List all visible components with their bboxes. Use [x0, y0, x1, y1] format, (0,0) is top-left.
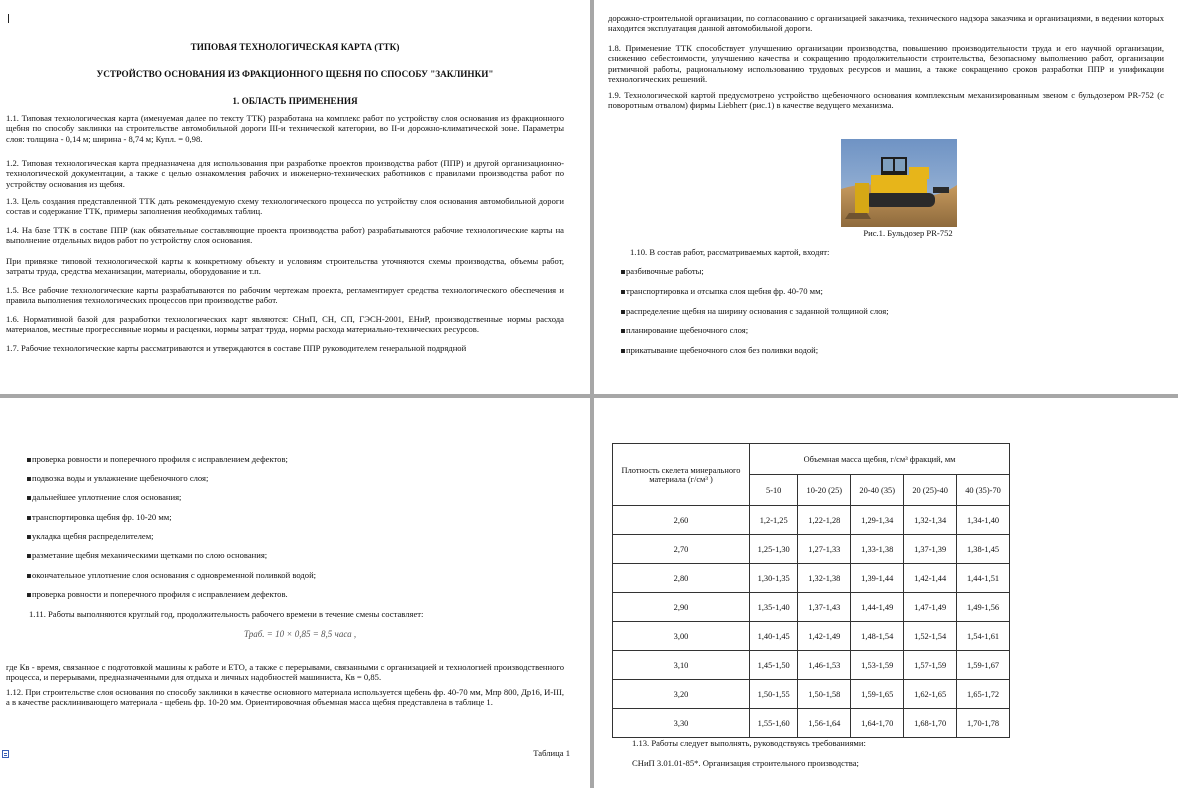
paragraph-1-13: 1.13. Работы следует выполнять, руководствуясь требованиями: — [632, 738, 866, 748]
list-item: подвозка воды и увлажнение щебеночного слоя; — [27, 473, 208, 483]
bullet-square-icon — [27, 477, 31, 481]
list-item: проверка ровности и поперечного профиля с исправлением дефектов; — [27, 454, 288, 464]
paragraph-1-2: 1.2. Типовая технологическая карта предназначена для использования при разработке проектов производства работ (ППР) и другой организационно-технологической документации, а также с целью ознакомления рабочих и инженерно-технических работников с правилами производства работ по устройству основания из щебня. — [6, 158, 564, 189]
list-item: разбивочные работы; — [621, 266, 704, 276]
list-item: дальнейшее уплотнение слоя основания; — [27, 492, 181, 502]
figure-caption: Рис.1. Бульдозер PR-752 — [863, 228, 953, 238]
list-item: планирование щебеночного слоя; — [621, 325, 748, 335]
paragraph-1-9: 1.9. Технологической картой предусмотрено устройство щебеночного основания комплексным механизированным звеном с бульдозером PR-752 (с поворотным отвалом) фирмы Liebherr (рис.1) в качестве ведущего механизма. — [608, 90, 1164, 111]
list-item: прикатывание щебеночного слоя без поливки водой; — [621, 345, 818, 355]
table-header-fraction: 10-20 (25) — [798, 475, 851, 506]
paragraph-1-1: 1.1. Типовая технологическая карта (именуемая далее по тексту ТТК) разработана на комплекс работ по устройству слоя основания из фракционного щебня по способу заклинки на строительстве автомобильной дороги III-и технической категории, во II-и дорожно-климатической зоне. Параметры слоя: толщина - 0,14 м; ширина - 8,74 м; Купл. = 0,98. — [6, 113, 564, 144]
paragraph-1-10: 1.10. В состав работ, рассматриваемых картой, входят: — [630, 247, 830, 257]
list-item: укладка щебня распределителем; — [27, 531, 154, 541]
paragraph-1-4b: При привязке типовой технологической карты к конкретному объекту и условиям строительства уточняются схемы производства, объемы работ, затраты труда, средства механизации, материалы, оборудование и т.п. — [6, 256, 564, 277]
document-page-4 — [594, 398, 1178, 788]
table-header-fraction: 20 (25)-40 — [904, 475, 957, 506]
section-heading: 1. ОБЛАСТЬ ПРИМЕНЕНИЯ — [232, 96, 358, 106]
bullet-square-icon — [621, 270, 625, 274]
paragraph-1-8: 1.8. Применение ТТК способствует улучшению организации производства, повышению производительности труда и его научной организации, снижению себестоимости, улучшению качества и сокращению продолжительности строительства, безопасному выполнению работ, организации ритмичной работы, рациональному использованию трудовых ресурсов и машин, а также сокращению сроков разработки ППР и унификации технологических решений. — [608, 43, 1164, 85]
list-item: распределение щебня на ширину основания с заданной толщиной слоя; — [621, 306, 889, 316]
table-row: 3,30 1,55-1,60 1,56-1,64 1,64-1,70 1,68-1,70 1,70-1,78 — [613, 709, 1010, 738]
list-item: транспортировка и отсыпка слоя щебня фр. 40-70 мм; — [621, 286, 823, 296]
bullet-square-icon — [27, 458, 31, 462]
bullet-square-icon — [27, 574, 31, 578]
bullet-square-icon — [621, 310, 625, 314]
bullet-square-icon — [27, 535, 31, 539]
paragraph-snip: СНиП 3.01.01-85*. Организация строительного производства; — [632, 758, 859, 768]
list-item: проверка ровности и поперечного профиля с исправлением дефектов. — [27, 589, 288, 599]
bullet-square-icon — [621, 290, 625, 294]
table-header-density: Плотность скелета минерального материала (г/см³ ) — [613, 444, 750, 506]
document-page-2 — [594, 0, 1178, 394]
bulldozer-photo — [841, 139, 957, 227]
paragraph-1-11: 1.11. Работы выполняются круглый год, продолжительность рабочего времени в течение смены составляет: — [29, 609, 424, 619]
table-row: 2,90 1,35-1,40 1,37-1,43 1,44-1,49 1,47-1,49 1,49-1,56 — [613, 593, 1010, 622]
list-item: разметание щебня механическими щетками по слою основания; — [27, 550, 267, 560]
document-page-1 — [0, 0, 590, 394]
paragraph-1-7: 1.7. Рабочие технологические карты рассматриваются и утверждаются в составе ППР руководителем генеральной подрядной — [6, 343, 467, 353]
document-title: ТИПОВАЯ ТЕХНОЛОГИЧЕСКАЯ КАРТА (ТТК) — [190, 42, 400, 52]
paragraph-1-3: 1.3. Цель создания представленной ТТК дать рекомендуемую схему технологического процесса по устройству слоя основания автомобильной дороги состав и содержание ТТК, примеры заполнения необходимых таблиц. — [6, 196, 564, 217]
text-cursor — [8, 14, 9, 23]
paragraph-1-6: 1.6. Нормативной базой для разработки технологических карт являются: СНиП, СН, СП, ГЭСН-2001, ЕНиР, производственные нормы расхода материалов, местные прогрессивные нормы и расценки, нормы затрат труда, нормы расхода материально-технических ресурсов. — [6, 314, 564, 335]
bullet-square-icon — [621, 349, 625, 353]
bulldozer-icon — [841, 139, 957, 227]
table-header-fraction: 5-10 — [750, 475, 798, 506]
document-subtitle: УСТРОЙСТВО ОСНОВАНИЯ ИЗ ФРАКЦИОННОГО ЩЕБНЯ ПО СПОСОБУ "ЗАКЛИНКИ" — [96, 69, 494, 79]
bullet-square-icon — [621, 329, 625, 333]
table-row: 3,20 1,50-1,55 1,50-1,58 1,59-1,65 1,62-1,65 1,65-1,72 — [613, 680, 1010, 709]
table-header-fraction: 40 (35)-70 — [957, 475, 1010, 506]
bullet-square-icon — [27, 496, 31, 500]
bullet-square-icon — [27, 516, 31, 520]
document-anchor-icon[interactable] — [2, 750, 9, 758]
bullet-square-icon — [27, 554, 31, 558]
bullet-square-icon — [27, 593, 31, 597]
paragraph-1-4: 1.4. На базе ТТК в составе ППР (как обязательные составляющие проекта производства работ) разрабатываются рабочие технологические карты на выполнение отдельных видов работ по устройству слоя основания. — [6, 225, 564, 246]
table-row: 2,70 1,25-1,30 1,27-1,33 1,33-1,38 1,37-1,39 1,38-1,45 — [613, 535, 1010, 564]
table-header-fraction: 20-40 (35) — [851, 475, 904, 506]
table-header-group: Объемная масса щебня, г/см³ фракций, мм — [750, 444, 1010, 475]
table-label: Таблица 1 — [533, 748, 570, 758]
density-table — [612, 443, 1010, 738]
list-item: окончательное уплотнение слоя основания с одновременной поливкой водой; — [27, 570, 316, 580]
paragraph-1-12: 1.12. При строительстве слоя основания по способу заклинки в качестве основного материала используется щебень фр. 40-70 мм, Мпр 800, Др16, И-III, а в качестве расклинивающего материала - щебень фр. 10-20 мм. Ориентировочная объемная масса щебня представлена в таблице 1. — [6, 687, 564, 708]
table-row: 3,00 1,40-1,45 1,42-1,49 1,48-1,54 1,52-1,54 1,54-1,61 — [613, 622, 1010, 651]
table-row: 3,10 1,45-1,50 1,46-1,53 1,53-1,59 1,57-1,59 1,59-1,67 — [613, 651, 1010, 680]
paragraph-1-7-continued: дорожно-строительной организации, по согласованию с организацией заказчика, технического надзора заказчика и организациями, в ведении которых находится эксплуатация данной автомобильной дороги. — [608, 13, 1164, 34]
table-row: 2,60 1,2-1,25 1,22-1,28 1,29-1,34 1,32-1,34 1,34-1,40 — [613, 506, 1010, 535]
paragraph-1-5: 1.5. Все рабочие технологические карты разрабатываются по рабочим чертежам проекта, регламентирует средства технологического обеспечения и правила выполнения технологических процессов при производстве работ. — [6, 285, 564, 306]
work-time-formula: Траб. = 10 × 0,85 = 8,5 часа , — [244, 629, 357, 639]
table-row: 2,80 1,30-1,35 1,32-1,38 1,39-1,44 1,42-1,44 1,44-1,51 — [613, 564, 1010, 593]
paragraph-where: где Кв - время, связанное с подготовкой машины к работе и ЕТО, а также с перерывами, связанными с организацией и технологией производственного процесса, и перерывами, предназначенными для отдыха и личных надобностей машиниста, Кв = 0,85. — [6, 662, 564, 683]
list-item: транспортировка щебня фр. 10-20 мм; — [27, 512, 172, 522]
document-page-3 — [0, 398, 590, 788]
